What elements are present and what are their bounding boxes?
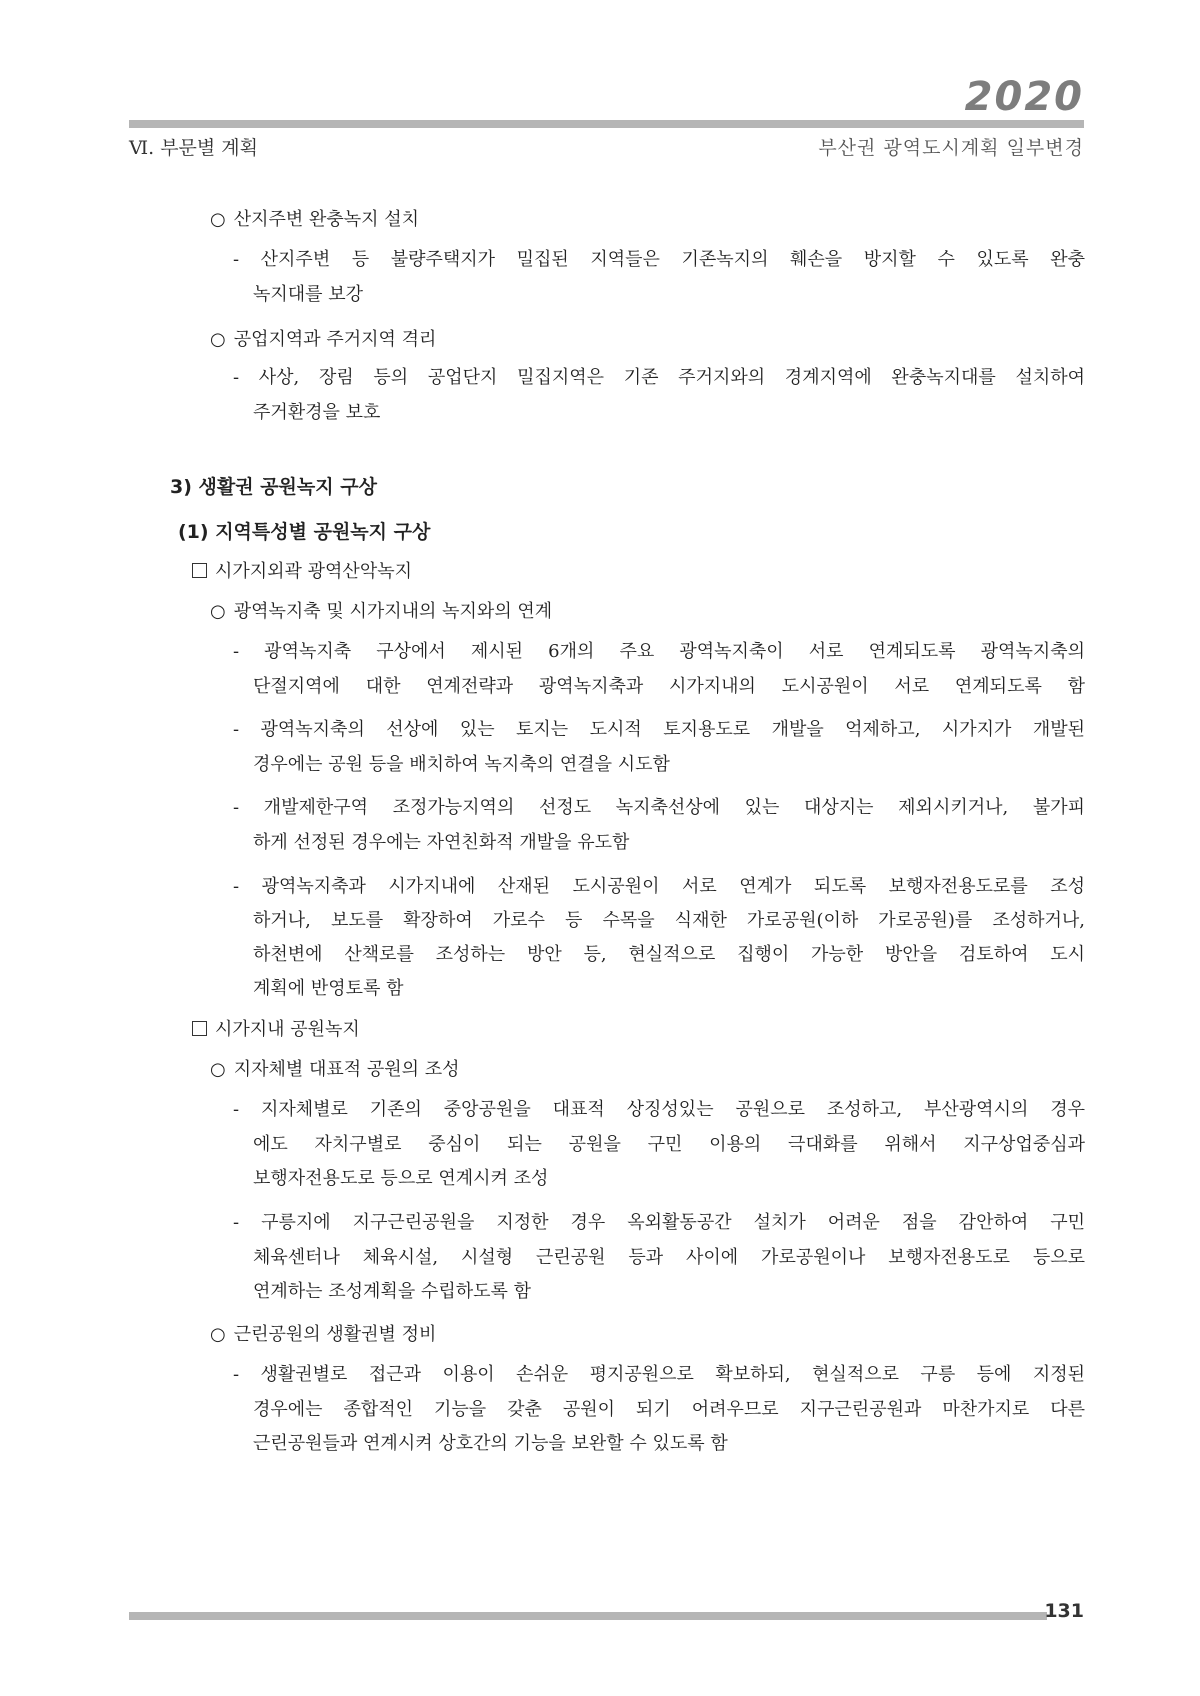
dash-item-line: 체육센터나 체육시설, 시설형 근린공원 등과 사이에 가로공원이나 보행자전용도로 등으로 <box>253 1247 1085 1268</box>
document-title: 부산권 광역도시계획 일부변경 <box>818 137 1084 159</box>
circle-heading: ○ 지자체별 대표적 공원의 조성 <box>210 1059 460 1080</box>
circle-bullet-icon: ○ <box>210 601 226 622</box>
dash-item-line: 경우에는 공원 등을 배치하여 녹지축의 연결을 시도함 <box>253 754 670 775</box>
circle-bullet-icon: ○ <box>210 329 226 350</box>
dash-item-line: 하게 선정된 경우에는 자연친화적 개발을 유도함 <box>253 832 630 853</box>
dash-item-line: - 구릉지에 지구근린공원을 지정한 경우 옥외활동공간 설치가 어려운 점을 감안하여 구민 <box>233 1212 1085 1233</box>
dash-item-line: 주거환경을 보호 <box>253 402 381 423</box>
dash-item-line: 에도 자치구별로 중심이 되는 공원을 구민 이용의 극대화를 위해서 지구상업중심과 <box>253 1134 1085 1155</box>
dash-item-line: 연계하는 조성계획을 수립하도록 함 <box>253 1281 531 1302</box>
subsection-title: (1) 지역특성별 공원녹지 구상 <box>178 521 431 543</box>
footer-rule <box>129 1612 1047 1620</box>
dash-item-line: - 광역녹지축의 선상에 있는 토지는 도시적 토지용도로 개발을 억제하고, 시가지가 개발된 <box>233 719 1085 740</box>
dash-item-line: - 광역녹지축 구상에서 제시된 6개의 주요 광역녹지축이 서로 연계되도록 광역녹지축의 <box>233 641 1085 662</box>
dash-item-line: 녹지대를 보강 <box>253 284 364 305</box>
dash-item-line: 경우에는 종합적인 기능을 갖춘 공원이 되기 어려우므로 지구근린공원과 마찬가지로 다른 <box>253 1399 1085 1420</box>
circle-bullet-icon: ○ <box>210 1059 226 1080</box>
circle-heading: ○ 산지주변 완충녹지 설치 <box>210 209 420 230</box>
header-rule <box>129 120 1084 128</box>
dash-item-line: - 생활권별로 접근과 이용이 손쉬운 평지공원으로 확보하되, 현실적으로 구릉 등에 지정된 <box>233 1364 1085 1385</box>
circle-bullet-icon: ○ <box>210 1324 226 1345</box>
dash-item-line: 하거나, 보도를 확장하여 가로수 등 수목을 식재한 가로공원(이하 가로공원)를 조성하거나, <box>253 910 1085 931</box>
square-bullet-icon <box>192 1021 207 1036</box>
dash-item-line: - 사상, 장림 등의 공업단지 밀집지역은 기존 주거지와의 경계지역에 완충녹지대를 설치하여 <box>233 367 1085 388</box>
dash-item-line: - 산지주변 등 불량주택지가 밀집된 지역들은 기존녹지의 훼손을 방지할 수 있도록 완충 <box>233 249 1085 270</box>
section-title: 3) 생활권 공원녹지 구상 <box>170 476 377 498</box>
circle-heading: ○ 광역녹지축 및 시가지내의 녹지와의 연계 <box>210 601 553 622</box>
dash-item-line: 단절지역에 대한 연계전략과 광역녹지축과 시가지내의 도시공원이 서로 연계되도록 함 <box>253 676 1085 697</box>
dash-item-line: 근린공원들과 연계시켜 상호간의 기능을 보완할 수 있도록 함 <box>253 1433 728 1454</box>
dash-item-line: 보행자전용도로 등으로 연계시켜 조성 <box>253 1168 549 1189</box>
chapter-title: Ⅵ. 부문별 계획 <box>129 137 259 159</box>
dash-item-line: - 지자체별로 기존의 중앙공원을 대표적 상징성있는 공원으로 조성하고, 부산광역시의 경우 <box>233 1099 1085 1120</box>
dash-item-line: 계획에 반영토록 함 <box>253 978 404 999</box>
page-number: 131 <box>1044 1600 1084 1622</box>
dash-item-line: - 개발제한구역 조정가능지역의 선정도 녹지축선상에 있는 대상지는 제외시키거나, 불가피 <box>233 797 1085 818</box>
circle-heading: ○ 공업지역과 주거지역 격리 <box>210 329 437 350</box>
circle-heading: ○ 근린공원의 생활권별 정비 <box>210 1324 437 1345</box>
dash-item-line: - 광역녹지축과 시가지내에 산재된 도시공원이 서로 연계가 되도록 보행자전용도로를 조성 <box>233 876 1085 897</box>
square-bullet-icon <box>192 563 207 578</box>
dash-item-line: 하천변에 산책로를 조성하는 방안 등, 현실적으로 집행이 가능한 방안을 검토하여 도시 <box>253 944 1085 965</box>
box-heading: 시가지내 공원녹지 <box>192 1015 360 1041</box>
box-heading: 시가지외곽 광역산악녹지 <box>192 557 412 583</box>
page-year: 2020 <box>964 74 1084 120</box>
circle-bullet-icon: ○ <box>210 209 226 230</box>
